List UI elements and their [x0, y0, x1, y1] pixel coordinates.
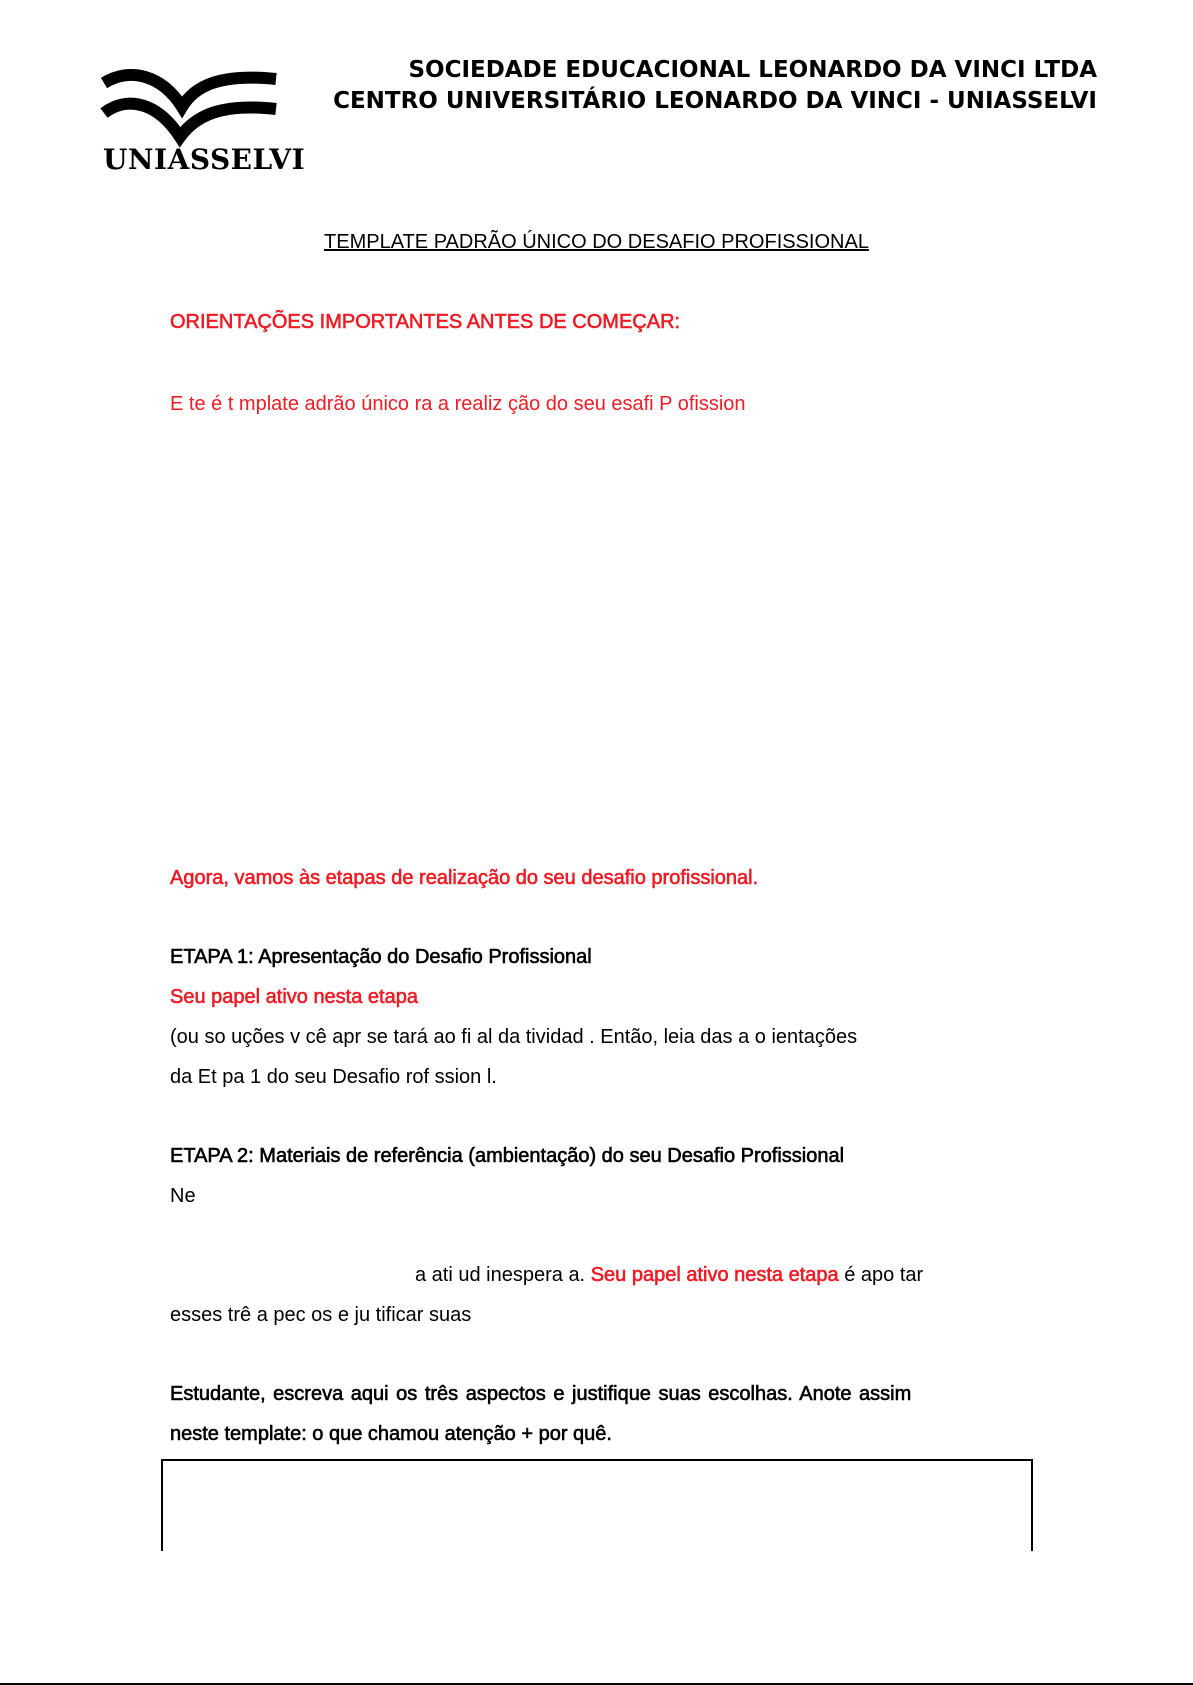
etapa2-line2-post: é apo tar: [844, 1264, 924, 1286]
etapa2-line2: [415, 1264, 923, 1287]
etapa2-line3: esses trê a pec os e ju tificar suas: [170, 1304, 472, 1326]
orientacoes-line: E te é t mplate adrão único ra a realiz ção do seu esafi P ofission: [170, 393, 746, 415]
instrucao-line1: Estudante, escreva aqui os três aspectos e justifique suas escolhas. Anote assim: [170, 1383, 912, 1405]
etapa2-heading: ETAPA 2: Materiais de referência (ambientação) do seu Desafio Profissional: [170, 1145, 845, 1167]
etapa2-line2-pre: a ati ud inespera a.: [415, 1264, 586, 1286]
org-name-line2: CENTRO UNIVERSITÁRIO LEONARDO DA VINCI - UNIASSELVI: [333, 88, 1097, 114]
etapa1-heading: ETAPA 1: Apresentação do Desafio Profissional: [170, 946, 592, 968]
document-title: TEMPLATE PADRÃO ÚNICO DO DESAFIO PROFISSIONAL: [324, 231, 869, 253]
etapa1-papel: Seu papel ativo nesta etapa: [170, 986, 418, 1008]
answer-box[interactable]: [161, 1459, 1033, 1551]
instrucao-line2: neste template: o que chamou atenção + por quê.: [170, 1423, 612, 1445]
intro-text: Agora, vamos às etapas de realização do seu desafio profissional.: [170, 867, 759, 889]
logo-text: UNIASSELVI: [103, 143, 306, 176]
org-name-line1: SOCIEDADE EDUCACIONAL LEONARDO DA VINCI LTDA: [408, 57, 1097, 83]
etapa1-line2: da Et pa 1 do seu Desafio rof ssion l.: [170, 1066, 497, 1088]
etapa2-papel: Seu papel ativo nesta etapa: [590, 1264, 839, 1286]
orientacoes-heading: ORIENTAÇÕES IMPORTANTES ANTES DE COMEÇAR:: [170, 311, 681, 333]
etapa2-line1: Ne: [170, 1185, 196, 1207]
etapa1-line1: (ou so uções v cê apr se tará ao fi al da tividad . Então, leia das a o ientações: [170, 1026, 858, 1048]
